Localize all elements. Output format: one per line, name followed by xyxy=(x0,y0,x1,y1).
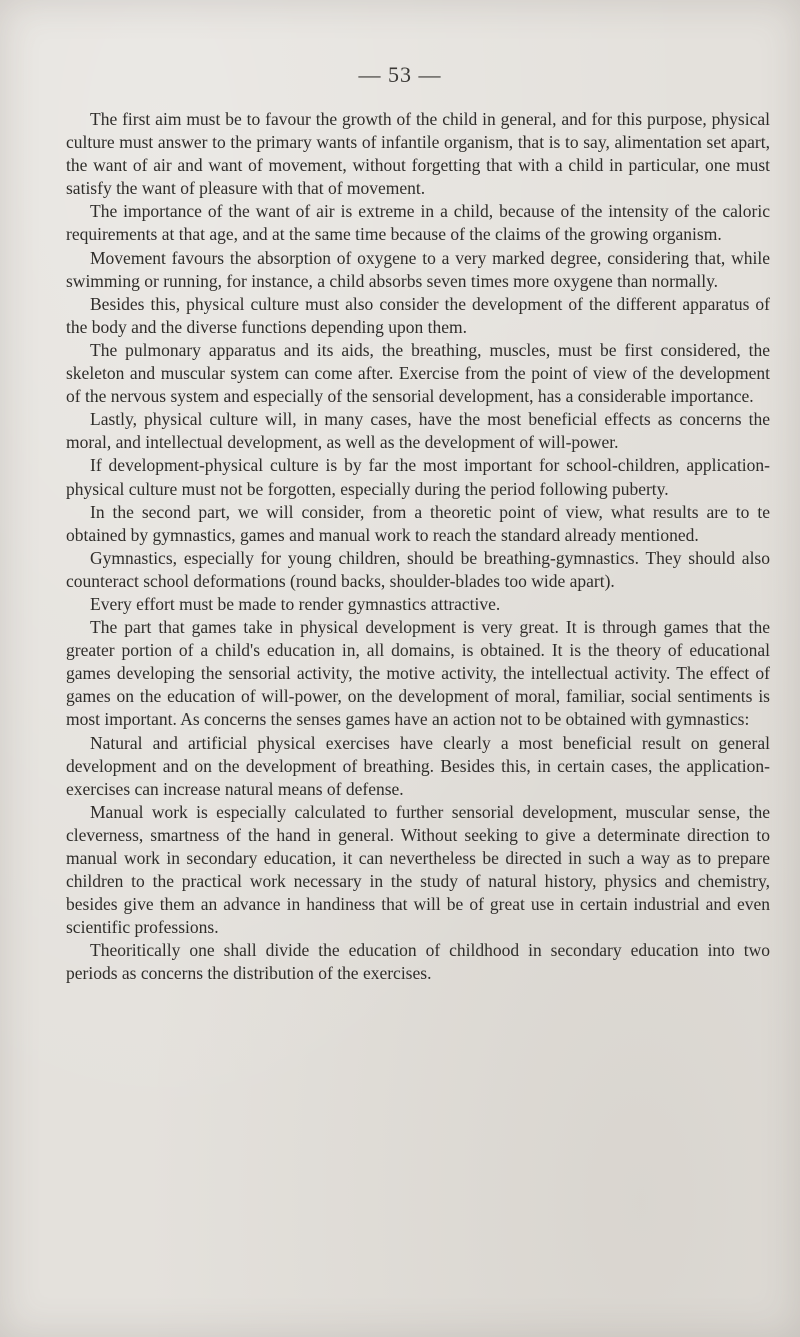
paragraph-2: The importance of the want of air is extreme in a child, because of the intensity of the caloric requirements at that age, and at the same time because of the claims of the growing organism. xyxy=(66,201,770,245)
paragraph-4: Besides this, physical culture must also consider the development of the different apparatus of the body and the diverse functions depending upon them. xyxy=(66,293,770,337)
paragraph-8: In the second part, we will consider, from a theoretic point of view, what results are to te obtained by gymnastics, games and manual work to reach the standard already mentioned. xyxy=(66,501,770,545)
paragraph-6: Lastly, physical culture will, in many cases, have the most beneficial effects as concerns the moral, and intellectual development, as well as the development of will-power. xyxy=(66,409,770,453)
paragraph-10: Every effort must be made to render gymnastics attractive. xyxy=(90,593,501,614)
paragraph-7: If development-physical culture is by far the most important for school-children, application-physical culture must not be forgotten, especially during the period following puberty. xyxy=(66,455,770,499)
paragraph-1: The first aim must be to favour the growth of the child in general, and for this purpose, physical culture must answer to the primary wants of infantile organism, that is to say, alimentation set apart, the want of air and want of movement, without forgetting that with a child in particular, one must satisfy the want of pleasure with that of movement. xyxy=(66,109,770,199)
paragraph-12: Natural and artificial physical exercises have clearly a most beneficial result on general development and on the development of breathing. Besides this, in certain cases, the application-exercises can increase natural means of defense. xyxy=(66,732,770,799)
paragraph-9: Gymnastics, especially for young children, should be breathing-gymnastics. They should also counteract school deformations (round backs, shoulder-blades too wide apart). xyxy=(66,547,770,591)
paragraph-11: The part that games take in physical development is very great. It is through games that the greater portion of a child's education in, all domains, is obtained. It is the theory of educational games developing the sensorial activity, the motive activity, the intellectual activity. The effect of games on the education of will-power, on the development of moral, familiar, social sentiments is most important. As concerns the senses games have an action not to be obtained with gymnastics: xyxy=(66,617,770,730)
page-number: — 53 — xyxy=(358,62,442,87)
paragraph-3: Movement favours the absorption of oxygene to a very marked degree, considering that, while swimming or running, for instance, a child absorbs seven times more oxygene than normally. xyxy=(66,247,770,291)
paragraph-13: Manual work is especially calculated to further sensorial development, muscular sense, the cleverness, smartness of the hand in general. Without seeking to give a determinate direction to manual work in secondary education, it can nevertheless be directed in such a way as to prepare children to the practical work necessary in the study of natural history, physics and chemistry, besides give them an advance in handiness that will be of great use in certain industrial and even scientific professions. xyxy=(66,801,770,938)
page-body xyxy=(66,108,770,986)
paragraph-5: The pulmonary apparatus and its aids, the breathing, muscles, must be first considered, the skeleton and muscular system can come after. Exercise from the point of view of the development of the nervous system and especially of the sensorial development, has a considerable importance. xyxy=(66,339,770,407)
paragraph-14: Theoritically one shall divide the education of childhood in secondary education into two periods as concerns the distribution of the exercises. xyxy=(66,940,770,984)
